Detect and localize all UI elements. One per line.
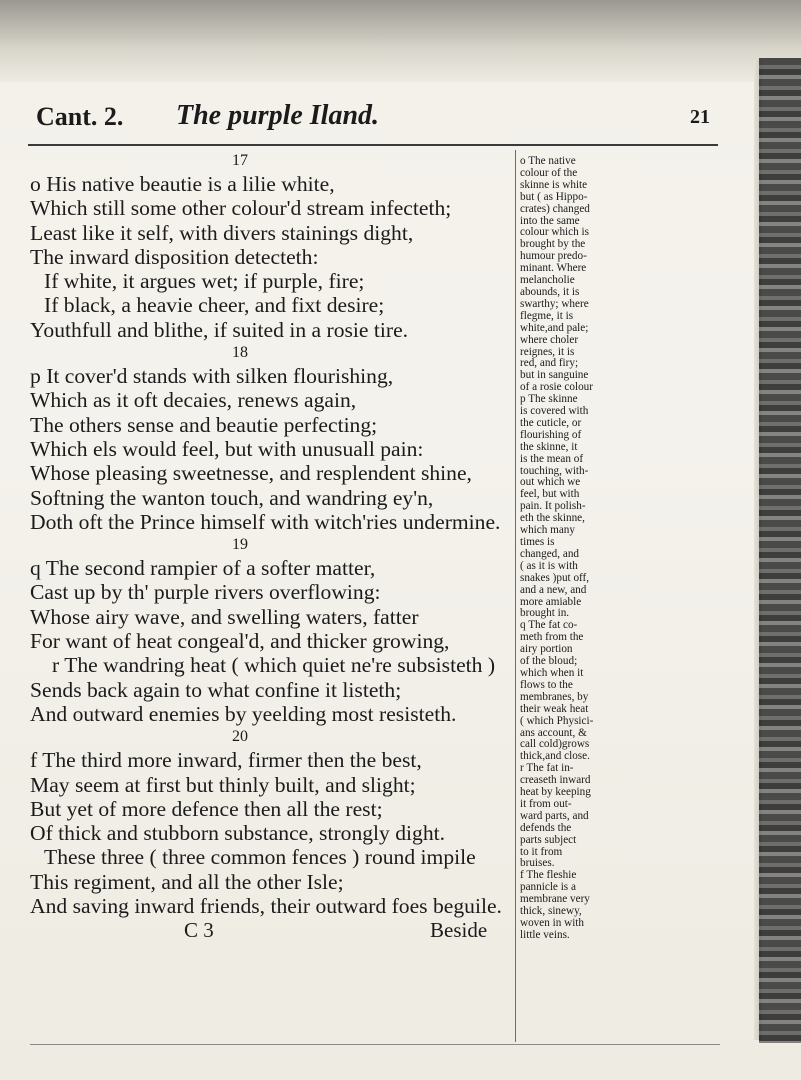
canto-label: Cant. 2. [36, 102, 124, 131]
note-line: creaseth inward [520, 774, 591, 787]
note-line: but ( as Hippo- [520, 190, 588, 203]
verse-line: But yet of more defence then all the rest; [30, 796, 383, 821]
verse-line: The others sense and beautie perfecting; [30, 412, 378, 437]
stanza [30, 342, 514, 534]
verse-line: And saving inward friends, their outward foes beguile. [30, 894, 502, 919]
verse-line: Doth oft the Prince himself with witch'ries undermine. [30, 509, 501, 534]
verse-line: Softning the wanton touch, and wandring ey'n, [30, 485, 434, 510]
header-rule [28, 144, 718, 146]
note-line: airy portion [520, 643, 573, 656]
note-line: touching, with- [520, 464, 589, 477]
stanza [30, 150, 514, 342]
note-line: where choler [520, 333, 579, 346]
note-line: which when it [520, 666, 584, 679]
note-line: little veins. [520, 928, 570, 941]
note-line: pannicle is a [520, 881, 576, 894]
note-line: skinne is white [520, 178, 588, 191]
note-line: changed, and [520, 547, 580, 560]
verse-line: And outward enemies by yeelding most resisteth. [30, 701, 457, 726]
margin-rule [515, 150, 516, 1042]
page-number: 21 [690, 106, 710, 128]
note-line: bruises. [520, 857, 555, 870]
note-line: meth from the [520, 631, 584, 644]
scan-top-edge [0, 0, 801, 82]
note-line: p The skinne [520, 393, 578, 406]
verse-line: q The second rampier of a softer matter, [30, 556, 376, 581]
verse-line: r The wandring heat ( which quiet ne're subsisteth ) [52, 653, 496, 678]
signature-mark: C 3 [184, 918, 214, 943]
note-line: red, and firy; [520, 357, 579, 370]
verse-line: For want of heat congeal'd, and thicker growing, [30, 629, 450, 654]
note-line: defends the [520, 821, 572, 834]
verse-line: Least like it self, with divers stainings dight, [30, 220, 414, 245]
verse-line: Which still some other colour'd stream infecteth; [30, 196, 452, 221]
note-line: is covered with [520, 405, 589, 418]
note-line: ward parts, and [520, 809, 589, 822]
note-line: heat by keeping [520, 786, 591, 799]
running-title: The purple Iland. [176, 100, 380, 131]
poem-text [30, 150, 514, 942]
note-line: ( which Physici- [520, 714, 594, 727]
note-line: flegme, it is [520, 309, 574, 322]
note-line: thick, sinewy, [520, 905, 582, 918]
stanza [30, 534, 514, 726]
note-line: flows to the [520, 678, 573, 691]
verse-line: The inward disposition detecteth: [30, 244, 319, 269]
note-line: into the same [520, 214, 580, 227]
note-line: of the bloud; [520, 655, 578, 668]
verse-line: If black, a heavie cheer, and fixt desire; [44, 293, 385, 318]
note-line: colour which is [520, 226, 589, 239]
note-line: times is [520, 536, 555, 548]
note-line: membrane very [520, 893, 590, 906]
verse-line: If white, it argues wet; if purple, fire; [44, 269, 365, 294]
page-footer [30, 918, 514, 942]
catchword: Beside [430, 918, 488, 943]
note-line: melancholie [520, 274, 575, 287]
note-line: swarthy; where [520, 297, 589, 310]
note-line: more amiable [520, 595, 582, 608]
note-line: call cold)grows [520, 738, 590, 751]
verse-line: p It cover'd stands with silken flourishing, [30, 364, 394, 389]
verse-line: Which as it oft decaies, renews again, [30, 388, 357, 413]
verse-line: These three ( three common fences ) round impile [44, 845, 476, 870]
verse-line: Cast up by th' purple rivers overflowing: [30, 580, 381, 605]
note-line: feel, but with [520, 488, 580, 501]
verse-line: May seem at first but thinly built, and slight; [30, 772, 416, 797]
stanza-number: 17 [232, 152, 248, 169]
note-line: pain. It polish- [520, 500, 586, 513]
note-line: minant. Where [520, 262, 587, 275]
book-binding-edge [759, 58, 801, 1043]
note-line: eth the skinne, [520, 512, 585, 525]
note-line: brought by the [520, 238, 586, 251]
note-line: to it from [520, 845, 563, 858]
note-line: of a rosie colour [520, 381, 594, 394]
note-line: white,and pale; [520, 321, 589, 334]
stanza-number: 18 [232, 344, 248, 362]
note-line: parts subject [520, 833, 577, 846]
note-line: the skinne, it [520, 440, 578, 453]
note-line: crates) changed [520, 202, 590, 215]
note-line: out which we [520, 476, 581, 489]
verse-line: Which els would feel, but with unusuall pain: [30, 436, 424, 461]
note-line: and a new, and [520, 583, 587, 596]
note-line: humour predo- [520, 250, 587, 263]
note-line: ( as it is with [520, 559, 578, 572]
verse-line: o His native beautie is a lilie white, [30, 172, 335, 196]
marginal-notes [520, 156, 730, 942]
note-line: the cuticle, or [520, 416, 582, 429]
stanza-number: 19 [232, 536, 248, 554]
note-line: snakes )put off, [520, 571, 590, 584]
note-line: but in sanguine [520, 369, 589, 382]
stanza-number: 20 [232, 728, 248, 746]
verse-line: Whose pleasing sweetnesse, and resplendent shine, [30, 461, 472, 486]
verse-line: Of thick and stubborn substance, strongly dight. [30, 821, 446, 846]
footer-rule [30, 1044, 720, 1045]
verse-line: Youthfull and blithe, if suited in a rosie tire. [30, 317, 409, 342]
stanza [30, 726, 514, 918]
note-line: which many [520, 524, 575, 537]
note-line: woven in with [520, 917, 585, 929]
note-line: o The native [520, 155, 576, 167]
note-line: membranes, by [520, 690, 589, 703]
note-line: thick,and close. [520, 750, 590, 763]
running-header [28, 98, 714, 142]
note-line: flourishing of [520, 428, 582, 441]
note-line: colour of the [520, 166, 578, 179]
note-line: ans account, & [520, 726, 587, 739]
note-line: reignes, it is [520, 345, 575, 358]
verse-line: f The third more inward, firmer then the best, [30, 748, 422, 773]
note-line: abounds, it is [520, 285, 580, 298]
verse-line: Sends back again to what confine it listeth; [30, 677, 402, 702]
note-line: is the mean of [520, 452, 584, 465]
note-line: brought in. [520, 607, 570, 620]
note-line: r The fat in- [520, 762, 574, 775]
verse-line: Whose airy wave, and swelling waters, fatter [30, 604, 419, 629]
note-line: their weak heat [520, 702, 589, 715]
note-line: it from out- [520, 797, 572, 810]
note-line: q The fat co- [520, 619, 578, 632]
note-line: f The fleshie [520, 869, 577, 882]
verse-line: This regiment, and all the other Isle; [30, 869, 344, 894]
